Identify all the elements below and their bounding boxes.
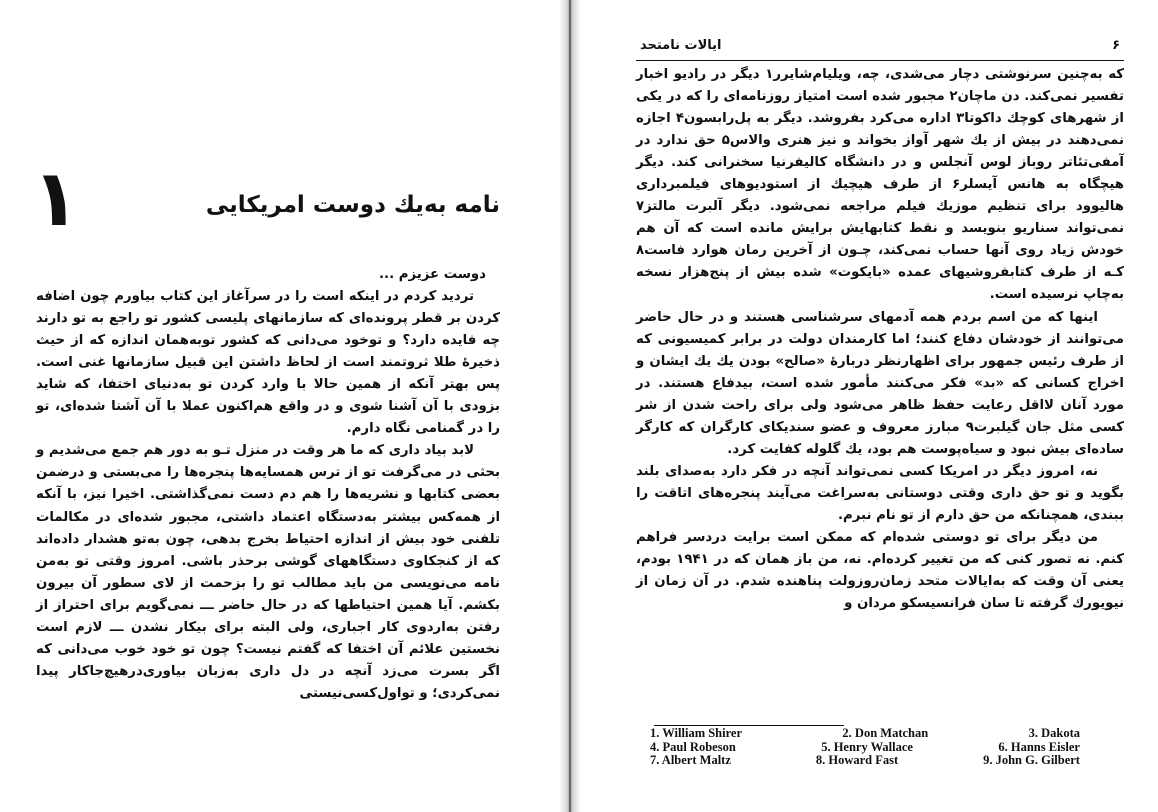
left-body-text <box>36 264 500 705</box>
footnote: 8. Howard Fast <box>815 753 899 767</box>
footnote: 2. Don Matchan <box>842 726 929 740</box>
running-header <box>636 38 1124 61</box>
page-number: ۶ <box>1112 38 1120 53</box>
gutter-divider <box>569 0 571 812</box>
footnote: 1. William Shirer <box>650 726 743 740</box>
footnote: 5. Henry Wallace <box>821 739 913 754</box>
footnote: 6. Hanns Eisler <box>998 739 1080 754</box>
paragraph: لابد بیاد داری که ما هر وقت در منزل تـو به دور هم جمع می‌شدیم و بحثی در می‌گرفت تو از ترس همسایه‌ها پنجره‌ها را می‌بستی و درضمن بعضی کتابها و نشریه‌ها را هم دم دست نمی‌گذاشتی. اخیرا نیز، با آنکه از همه‌کس بیشتر به‌دستگاه اعتماد داشتی، مجبور شده‌ای در مکالمات تلفنی خود بیش از اندازه احتیاط بخرج بدهی، چون به‌تو هشدار داده‌اند که از کنجکاوی دستگاههای گوشی برحذر باشی. امروز وقتی تو به‌من نامه می‌نویسی من باید مطالب تو را بزحمت از لای سطور آن بیرون بکشم. آیا همین احتیاطها که در حال حاضر ـــ نمی‌گویم برای احتراز از رفتن به‌اردوی کار اجباری، ولی البته برای بیکار نشدن ـــ لازم است نخستین علائم آن اختفا که گفتم نیست؟ چون تو خود خوب می‌دانی که اگر بسرت می‌زد آنچه در دل داری به‌زبان بیاوری‌درهیچ‌جاکار پیدا نمی‌کردی؛ و تواول‌کسی‌نیستی <box>35 443 500 701</box>
salutation: دوست عزیزم ... <box>378 267 486 282</box>
footnote: 3. Dakota <box>1028 726 1080 740</box>
footnote-row <box>650 754 1080 768</box>
paragraph: اینها که من اسم بردم همه آدمهای سرشناسی هستند و در حال حاضر می‌توانند از خودشان دفاع کنند؛ اما کارمندان دولت در برابر کمیسیونی که از طرف رئیس جمهور برای اظهارنظر دربارهٔ «صالح» بودن یك یك ایشان و اخراج کسانی که «بد» فکر می‌کنند مأمور شده است، بیدفاع هستند. در مورد آنان لااقل رعایت حفظ ظاهر می‌شود ولی برای راحت شدن از شر کسی مثل جان گیلبرت۹ مبارز معروف و عضو سندیکای کارگران که کارگر ساده‌ای بیش نبود و سیاه‌پوست هم بود، یك گلوله کفایت کرد. <box>636 309 1124 457</box>
footnotes <box>650 727 1080 768</box>
left-page <box>0 0 560 812</box>
paragraph: نه، امروز دیگر در امریکا کسی نمی‌تواند آنچه در فکر دارد به‌صدای بلند بگوید و تو حق داری وقتی دوستانی به‌سراغت می‌آیند پنجره‌های اتاقت را ببندی، همچنانکه من حق دارم از تو نام نبرم. <box>636 463 1124 523</box>
footnote: 9. John G. Gilbert <box>983 753 1080 767</box>
running-title: ایالات نامتحد <box>640 38 722 53</box>
chapter-number: ۱ <box>32 154 80 244</box>
paragraph: تردید کردم در اینکه است را در سرآغاز این کتاب بیاورم چون اضافه کردن بر قطر پرونده‌ای که سازمانهای پلیسی کشور تو راجع به تو دارند چه فایده دارد؟ و توخود می‌دانی که کشور توبه‌همان اندازه که از حیث ذخیرهٔ طلا ثروتمند است از لحاظ داشتن این قبیل سازمانها غنی است. پس بهتر آنکه از همین حالا با وارد کردن تو به‌دنیای اختفا، که شاید بزودی با آن آشنا شوی و در واقع هم‌اکنون عملا با آن آشنا شده‌ای، تو را در گمنامی نگاه دارم. <box>36 289 500 437</box>
footnote: 7. Albert Maltz <box>650 753 731 767</box>
footnote-row <box>650 741 1080 755</box>
right-page <box>580 0 1158 812</box>
paragraph: من دیگر برای تو دوستی شده‌ام که ممکن است برایت دردسر فراهم کنم. نه تصور کنی که من تغییر کرده‌ام. نه، من باز همان که در ۱۹۴۱ بودم، یعنی آن وقت که به‌ایالات متحد زمان‌روزولت پناهنده شدم. در آن زمان از نیویورك گرفته تا سان فرانسیسکو مردان و <box>636 529 1124 612</box>
footnote: 4. Paul Robeson <box>650 739 736 754</box>
paragraph: که به‌چنین سرنوشتی دچار می‌شدی، چه، ویلیام‌شایرر۱ دیگر در رادیو اخبار تفسیر نمی‌کند. دن ماچان۲ مجبور شده است امتیاز روزنامه‌ای را که در یکی از شهرهای کوچك داکوتا۳ اداره می‌کرد بفروشد. دیگر به پل‌رابسون۴ اجازه نمی‌دهند در بیش از یك شهر آواز بخواند و نیز هنری والاس۵ حق ندارد در آمفی‌تئاتر روباز لوس آنجلس و در دانشگاه کالیفرنیا سخنرانی کند. دیگر هیچگاه به هانس آیسلر۶ از طرف هیچیك از استودیوهای فیلمبرداری هالیوود برای تنظیم موزیك فیلم مراجعه نمی‌شود. دیگر آلبرت مالتز۷ نمی‌تواند سناریو بنویسد و نقط کتابهایش برایش مانده است که آن هم خودش زیاد روی آنها حساب نمی‌کند، چـون از آخرین رمان هوارد فاست۸ کـه از طرف کتابفروشیهای عمده «بایکوت» شده بیش از پنج‌هزار نسخه به‌چاپ نرسیده است. <box>636 67 1124 303</box>
right-body-text <box>636 64 1124 615</box>
footnote-row <box>650 727 1080 741</box>
chapter-title: نامه به‌یك دوست امریکایی <box>205 192 500 218</box>
